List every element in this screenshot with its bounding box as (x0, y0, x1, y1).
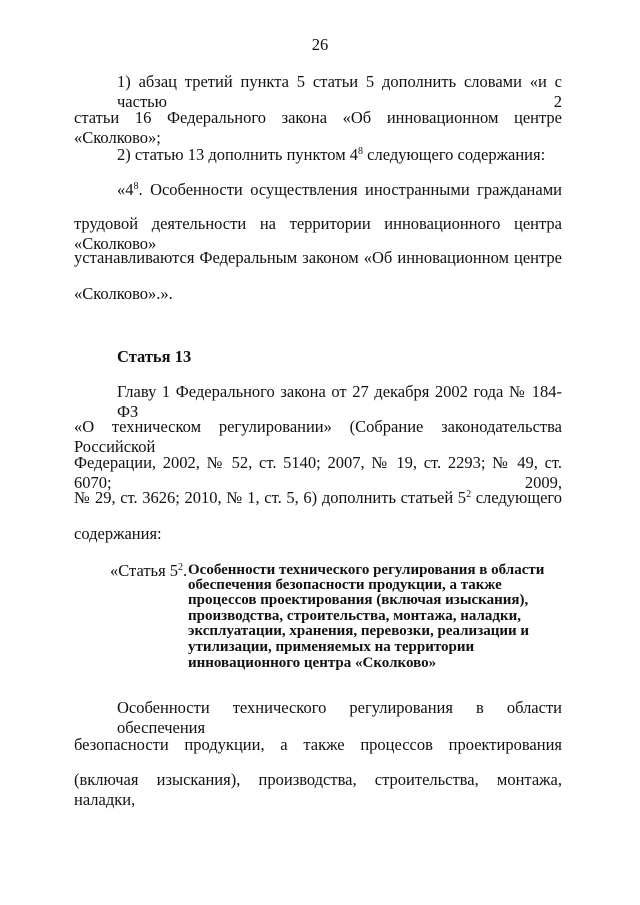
item1-line2: статьи 16 Федерального закона «Об инновационном центре «Сколково»; (74, 108, 562, 147)
quote48-line1 (117, 180, 562, 200)
quote48-text: . Особенности осуществления иностранными гражданами (138, 180, 562, 199)
article52-body-line: (включая изыскания), производства, строительства, монтажа, наладки, (74, 770, 562, 809)
superscript: 8 (133, 181, 139, 192)
article13-text-end: следующего (471, 488, 562, 507)
article13-line2: «О техническом регулировании» (Собрание законодательства Российской (74, 417, 562, 456)
item2-text: 2) статью 13 дополнить пунктом 4 (117, 145, 359, 164)
article13-heading: Статья 13 (117, 347, 192, 366)
article13-line5: содержания: (74, 524, 162, 543)
item2-text-end: следующего содержания: (363, 145, 546, 164)
quote48-line4: «Сколково».». (74, 284, 173, 303)
article52-label-dot: . (183, 561, 188, 580)
superscript: 2 (178, 562, 184, 573)
article13-line1: Главу 1 Федерального закона от 27 декабря 2002 года № 184-ФЗ (117, 382, 562, 421)
item1-line1: 1) абзац третий пункта 5 статьи 5 дополнить словами «и с частью 2 (117, 72, 562, 111)
page-number: 26 (311, 35, 329, 54)
quote48-line2: трудовой деятельности на территории инновационного центра «Сколково» (74, 214, 562, 253)
quote48-open: «4 (117, 180, 134, 199)
superscript: 8 (358, 146, 364, 157)
article52-body-line: Особенности технического регулирования в области обеспечения (117, 698, 562, 737)
article52-title-line: процессов проектирования (включая изыскания), (188, 592, 529, 608)
article52-title-line: Особенности технического регулирования в области (188, 562, 545, 578)
item2-line (117, 145, 562, 165)
article13-line4 (74, 488, 562, 508)
superscript: 2 (466, 489, 472, 500)
article13-line3: Федерации, 2002, № 52, ст. 5140; 2007, № 19, ст. 2293; № 49, ст. 6070; 2009, (74, 453, 562, 492)
article52-body-line: безопасности продукции, а также процессов проектирования (74, 735, 562, 754)
article52-title-line: производства, строительства, монтажа, наладки, (188, 608, 522, 624)
article52-title-line: инновационного центра «Сколково» (188, 655, 437, 671)
article52-label-text: «Статья 5 (110, 561, 179, 580)
article52-title-line: обеспечения безопасности продукции, а также (188, 577, 502, 593)
article13-text: № 29, ст. 3626; 2010, № 1, ст. 5, 6) дополнить статьей 5 (74, 488, 467, 507)
article52-title-line: эксплуатации, хранения, перевозки, реализации и (188, 623, 530, 639)
article52-title-line: утилизации, применяемых на территории (188, 639, 475, 655)
article52-label (110, 561, 190, 581)
quote48-line3: устанавливаются Федеральным законом «Об инновационном центре (74, 248, 562, 267)
